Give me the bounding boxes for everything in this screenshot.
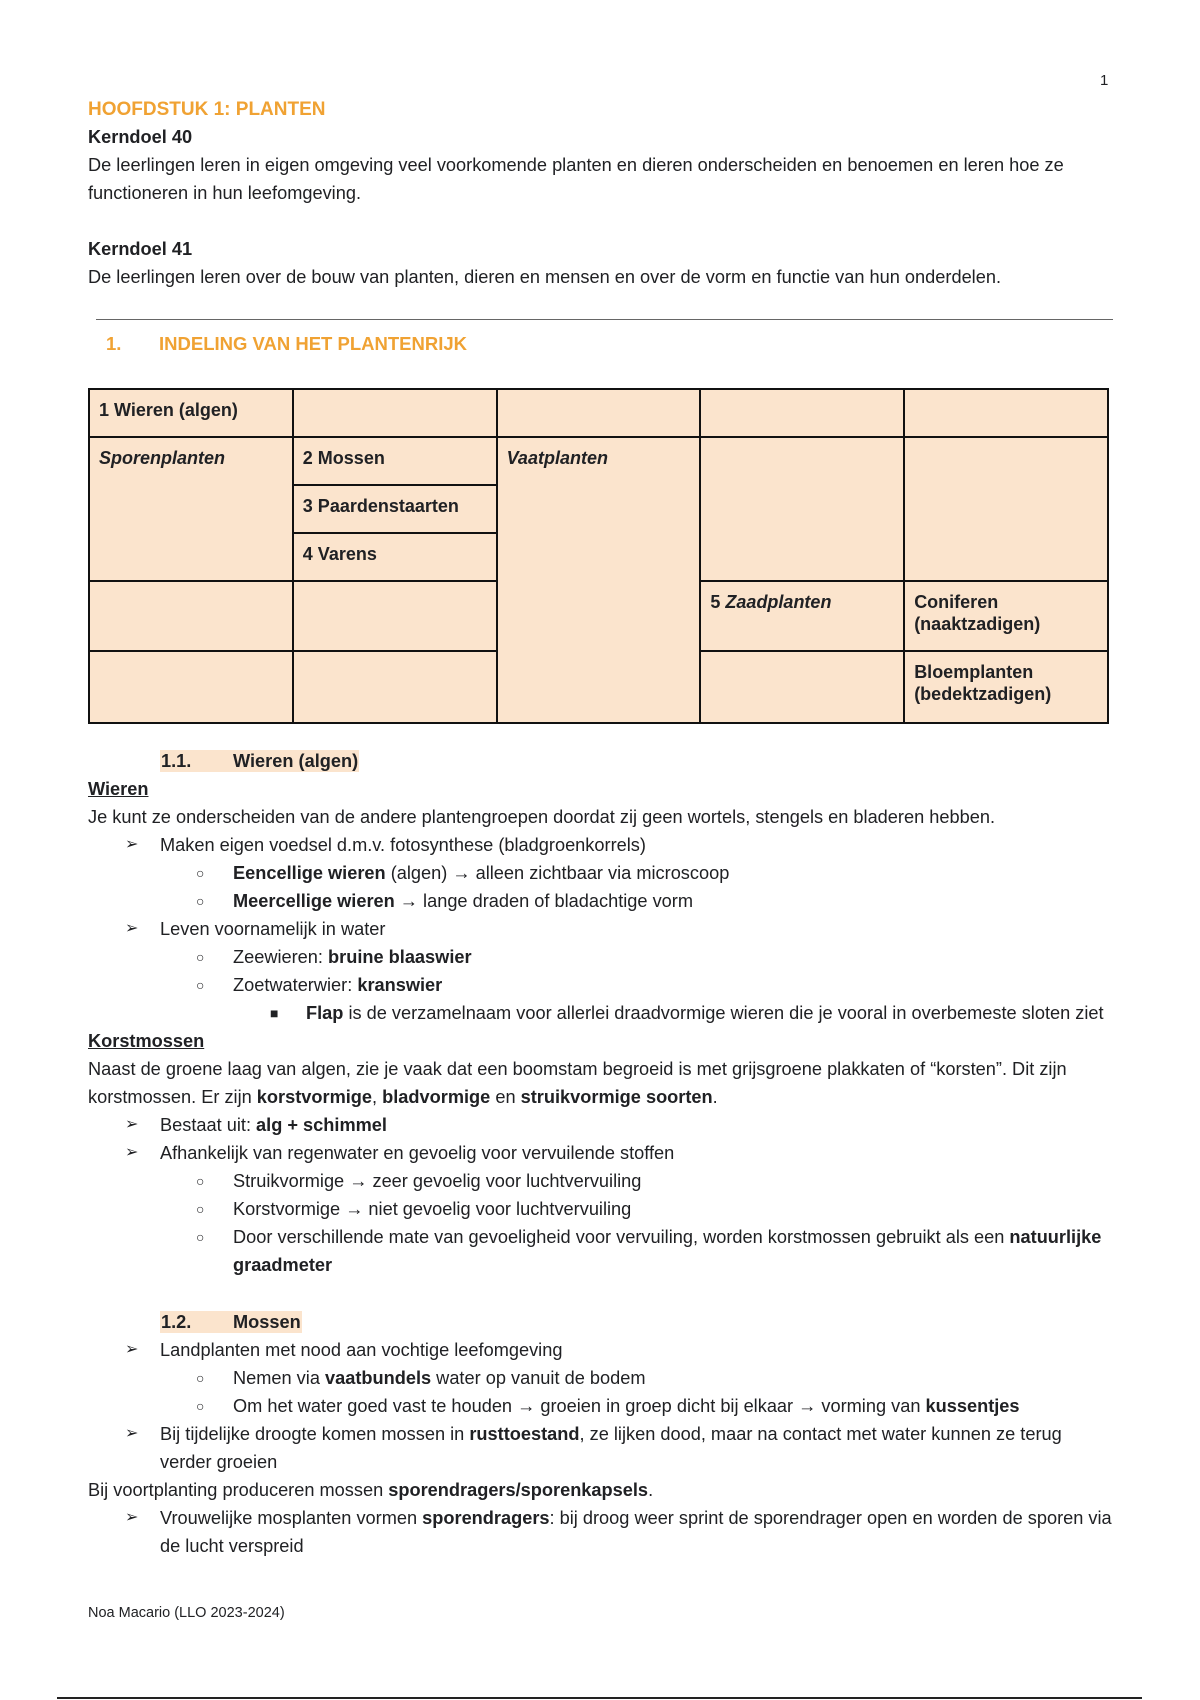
list-item: ○ Nemen via vaatbundels water op vanuit de bodem (88, 1364, 1113, 1392)
bullet-list (88, 1504, 1113, 1560)
table-cell: Bloemplanten (bedektzadigen) (904, 651, 1108, 723)
list-item: ○ Zeewieren: bruine blaaswier (88, 943, 1113, 971)
list-item: ➢ Bij tijdelijke droogte komen mossen in rusttoestand, ze lijken dood, maar na contact met water kunnen ze terug verder groeien (88, 1420, 1113, 1476)
subsection-number: 1.1. (161, 751, 192, 771)
list-item: ○ Meercellige wieren → lange draden of bladachtige vorm (88, 887, 1113, 915)
section-number: 1. (106, 333, 122, 354)
table-cell: 3 Paardenstaarten (293, 485, 497, 533)
subsection-number: 1.2. (161, 1312, 192, 1332)
table-cell (700, 389, 904, 437)
topic-heading: Wieren (88, 779, 149, 799)
goal-text: De leerlingen leren over de bouw van planten, dieren en mensen en over de vorm en functie van hun onderdelen. (88, 267, 1002, 287)
subsection-title: Wieren (algen) (233, 751, 359, 771)
table-cell (293, 581, 497, 651)
table-cell (700, 581, 904, 651)
paragraph: Bij voortplanting produceren mossen sporendragers/sporenkapsels. (88, 1480, 654, 1500)
subsection-heading (160, 1311, 302, 1333)
divider (96, 319, 1113, 320)
list-item: ■ Flap is de verzamelnaam voor allerlei draadvormige wieren die je vooral in overbemeste sloten ziet (88, 999, 1113, 1027)
table-cell (700, 651, 904, 723)
table-cell: Coniferen (naaktzadigen) (904, 581, 1108, 651)
page-content (88, 97, 1113, 1560)
list-item: ○ Door verschillende mate van gevoeligheid voor vervuiling, worden korstmossen gebruikt als een natuurlijke graadmeter (88, 1223, 1113, 1279)
list-item: ○ Zoetwaterwier: kranswier (88, 971, 1113, 999)
page-edge-line (57, 1697, 1142, 1699)
list-item: ➢ Bestaat uit: alg + schimmel (88, 1111, 1113, 1139)
table-cell (293, 389, 497, 437)
bullet-list (88, 1111, 1113, 1279)
subsection-title: Mossen (233, 1312, 301, 1332)
list-item: ○ Struikvormige → zeer gevoelig voor luchtvervuiling (88, 1167, 1113, 1195)
table-cell: 2 Mossen (293, 437, 497, 485)
list-item: ➢ Leven voornamelijk in water (88, 915, 1113, 943)
table-cell: 4 Varens (293, 533, 497, 581)
table-cell (497, 389, 701, 437)
table-cell (904, 389, 1108, 437)
goal-text: De leerlingen leren in eigen omgeving veel voorkomende planten en dieren onderscheiden en benoemen en leren hoe ze functioneren in hun leefomgeving. (88, 155, 1064, 203)
table-cell (904, 437, 1108, 581)
zaadplanten-number: 5 (710, 592, 721, 612)
paragraph: Je kunt ze onderscheiden van de andere plantengroepen doordat zij geen wortels, stengels en bladeren hebben. (88, 807, 995, 827)
list-item: ➢ Landplanten met nood aan vochtige leefomgeving (88, 1336, 1113, 1364)
list-item: ➢ Maken eigen voedsel d.m.v. fotosynthese (bladgroenkorrels) (88, 831, 1113, 859)
page-footer: Noa Macario (LLO 2023-2024) (88, 1605, 285, 1621)
section-title: INDELING VAN HET PLANTENRIJK (159, 333, 468, 354)
chapter-title: HOOFDSTUK 1: PLANTEN (88, 99, 326, 120)
table-cell (700, 437, 904, 581)
table-cell: Vaatplanten (497, 437, 701, 723)
plant-kingdom-table (88, 388, 1109, 724)
goal-title: Kerndoel 41 (88, 239, 193, 259)
goal-title: Kerndoel 40 (88, 127, 193, 147)
list-item: ○ Eencellige wieren (algen) → alleen zichtbaar via microscoop (88, 859, 1113, 887)
bullet-list (88, 1336, 1113, 1476)
subsection-heading (160, 750, 359, 772)
table-cell (89, 651, 293, 723)
list-item: ➢ Afhankelijk van regenwater en gevoelig voor vervuilende stoffen (88, 1139, 1113, 1167)
list-item: ○ Korstvormige → niet gevoelig voor luchtvervuiling (88, 1195, 1113, 1223)
list-item: ➢ Vrouwelijke mosplanten vormen sporendragers: bij droog weer sprint de sporendrager open en worden de sporen via de lucht verspreid (88, 1504, 1113, 1560)
table-cell: Sporenplanten (89, 437, 293, 581)
table-cell: 1 Wieren (algen) (89, 389, 293, 437)
section-heading (106, 330, 1113, 358)
table-cell (293, 651, 497, 723)
bullet-list (88, 831, 1113, 1027)
page-number: 1 (1100, 72, 1109, 89)
zaadplanten-label: Zaadplanten (725, 592, 832, 612)
table-cell (89, 581, 293, 651)
topic-heading: Korstmossen (88, 1031, 205, 1051)
list-item: ○ Om het water goed vast te houden → groeien in groep dicht bij elkaar → vorming van kussentjes (88, 1392, 1113, 1420)
paragraph: Naast de groene laag van algen, zie je vaak dat een boomstam begroeid is met grijsgroene plakkaten of “korsten”. Dit zijn korstmossen. Er zijn korstvormige, bladvormige en struikvormige soorten. (88, 1059, 1067, 1107)
